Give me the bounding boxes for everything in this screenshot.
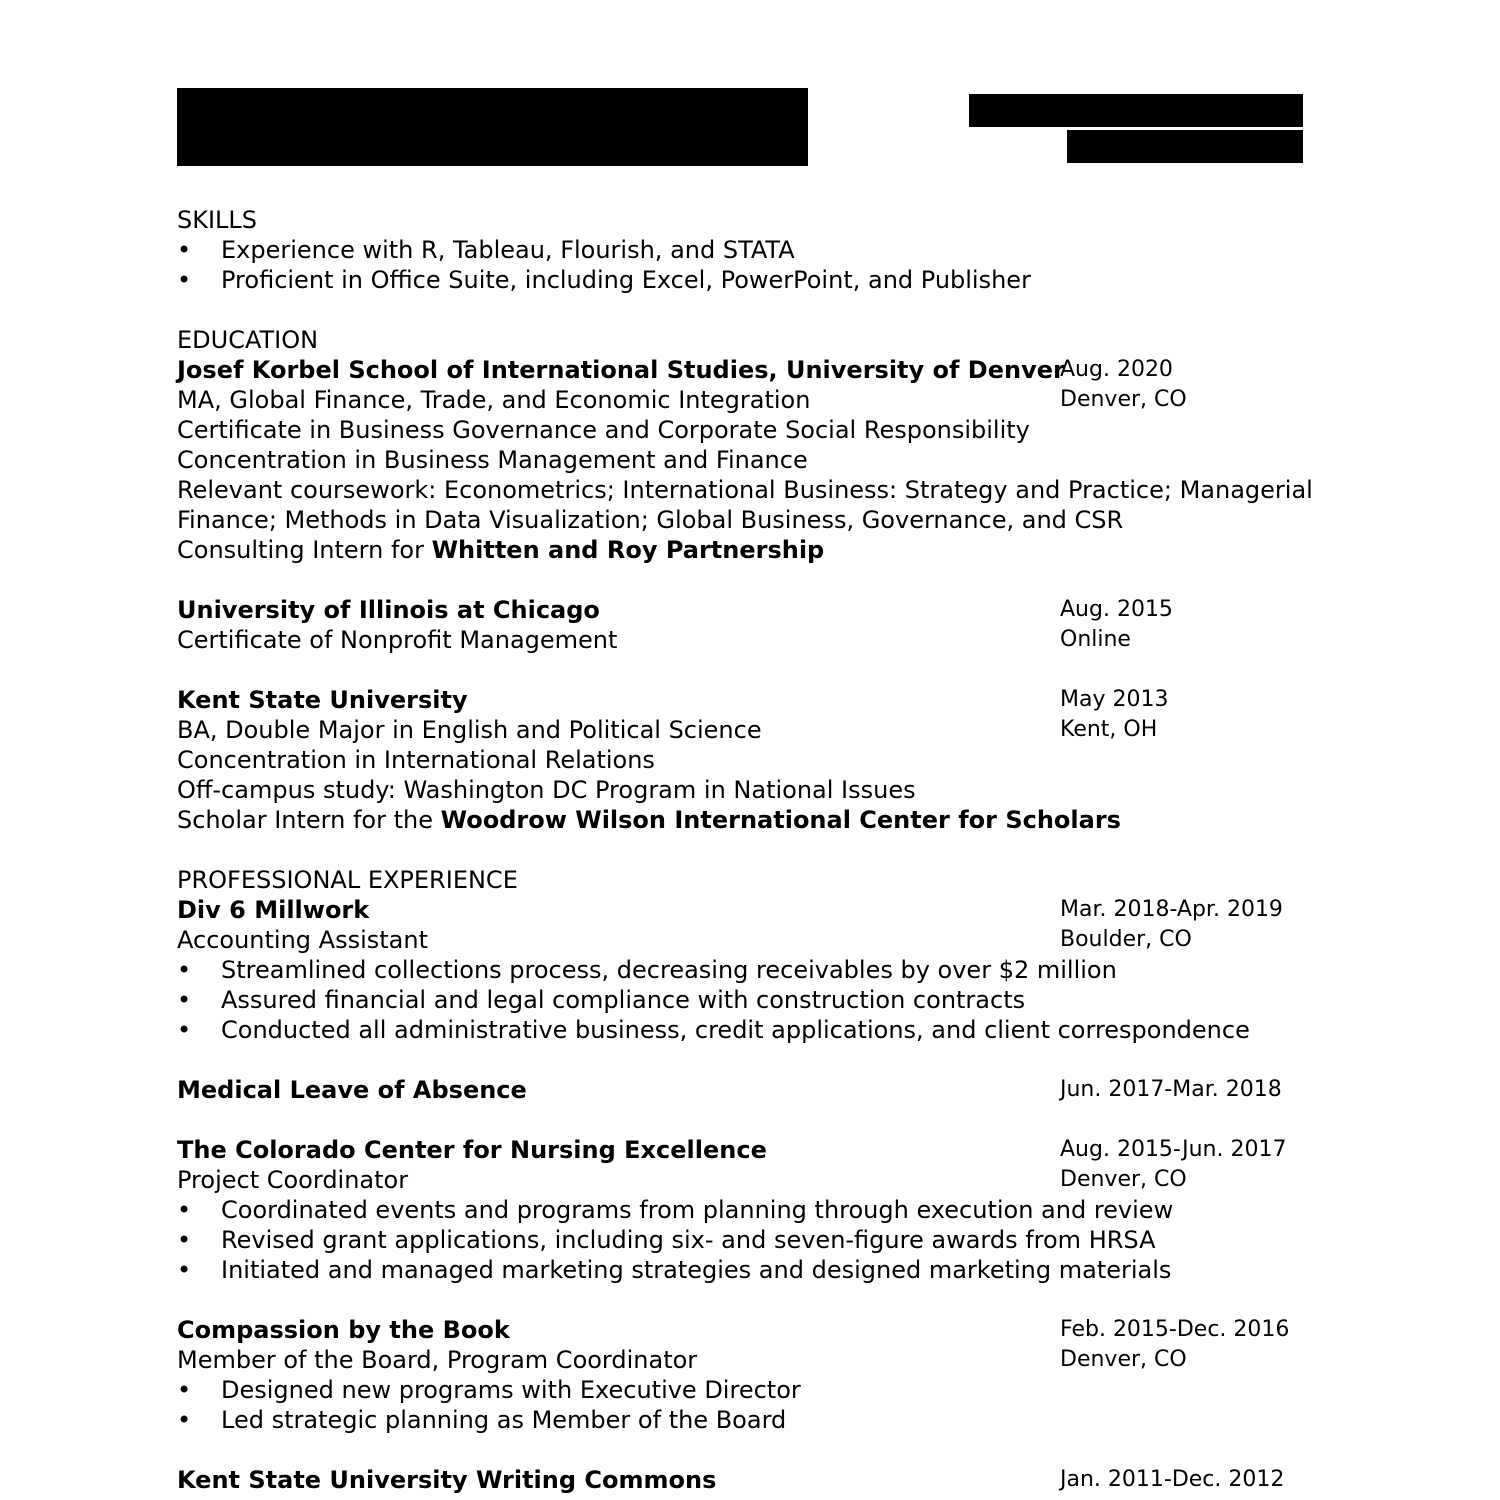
div6-bullet: • Streamlined collections process, decreasing receivables by over $2 million	[177, 955, 1307, 985]
du-intern-prefix: Consulting Intern for	[177, 536, 432, 564]
redacted-contact-line-2	[1067, 130, 1303, 163]
cbtb-row	[177, 1315, 1307, 1345]
cbtb-date: Feb. 2015-Dec. 2016	[1060, 1317, 1290, 1342]
ccne-row	[177, 1135, 1307, 1165]
resume-body	[177, 205, 1313, 1495]
du-coursework-1: Relevant coursework: Econometrics; International Business: Strategy and Practice; Managerial	[177, 476, 1313, 504]
ccne-title-row	[177, 1165, 1307, 1195]
uic-cert-row	[177, 625, 1307, 655]
kent-intern-prefix: Scholar Intern for the	[177, 806, 441, 834]
skill-item: • Proficient in Office Suite, including Excel, PowerPoint, and Publisher	[177, 265, 1307, 295]
skills-heading: SKILLS	[177, 206, 258, 234]
cbtb-org: Compassion by the Book	[177, 1316, 510, 1344]
cbtb-bullet: • Led strategic planning as Member of the Board	[177, 1405, 1307, 1435]
kent-date: May 2013	[1060, 687, 1169, 712]
cbtb-title-row	[177, 1345, 1307, 1375]
div6-title-row	[177, 925, 1307, 955]
kent-intern	[177, 805, 1307, 835]
du-degree-row	[177, 385, 1307, 415]
kent-degree-row	[177, 715, 1307, 745]
uic-school: University of Illinois at Chicago	[177, 596, 600, 624]
ccne-bullet: • Coordinated events and programs from planning through execution and review	[177, 1195, 1307, 1225]
kent-row	[177, 685, 1307, 715]
div6-location: Boulder, CO	[1060, 927, 1192, 952]
div6-bullet: • Assured financial and legal compliance with construction contracts	[177, 985, 1307, 1015]
du-date: Aug. 2020	[1060, 357, 1173, 382]
du-cert: Certificate in Business Governance and Corporate Social Responsibility	[177, 416, 1030, 444]
div6-bullet: • Conducted all administrative business, credit applications, and client correspondence	[177, 1015, 1307, 1045]
kent-concentration: Concentration in International Relations	[177, 746, 655, 774]
ccne-location: Denver, CO	[1060, 1167, 1187, 1192]
kent-degree: BA, Double Major in English and Political Science	[177, 716, 762, 744]
du-intern	[177, 535, 1307, 565]
du-coursework-2: Finance; Methods in Data Visualization; Global Business, Governance, and CSR	[177, 506, 1124, 534]
cbtb-location: Denver, CO	[1060, 1347, 1187, 1372]
uic-date: Aug. 2015	[1060, 597, 1173, 622]
leave-date: Jun. 2017-Mar. 2018	[1060, 1077, 1282, 1102]
ccne-org: The Colorado Center for Nursing Excellence	[177, 1136, 767, 1164]
experience-heading: PROFESSIONAL EXPERIENCE	[177, 866, 518, 894]
uic-row	[177, 595, 1307, 625]
du-intern-org: Whitten and Roy Partnership	[431, 536, 825, 564]
kswc-date: Jan. 2011-Dec. 2012	[1060, 1467, 1285, 1492]
ccne-date: Aug. 2015-Jun. 2017	[1060, 1137, 1287, 1162]
div6-title: Accounting Assistant	[177, 926, 428, 954]
kent-study: Off-campus study: Washington DC Program in National Issues	[177, 776, 916, 804]
div6-org: Div 6 Millwork	[177, 896, 370, 924]
kswc-org: Kent State University Writing Commons	[177, 1466, 717, 1494]
du-degree: MA, Global Finance, Trade, and Economic Integration	[177, 386, 811, 414]
redacted-contact-line-1	[969, 94, 1303, 127]
kent-location: Kent, OH	[1060, 717, 1158, 742]
du-location: Denver, CO	[1060, 387, 1187, 412]
education-heading: EDUCATION	[177, 326, 319, 354]
kswc-row	[177, 1465, 1307, 1495]
ccne-title: Project Coordinator	[177, 1166, 409, 1194]
redacted-name	[177, 88, 808, 166]
du-school: Josef Korbel School of International Studies, University of Denver	[177, 356, 1065, 384]
leave-org: Medical Leave of Absence	[177, 1076, 527, 1104]
uic-location: Online	[1060, 627, 1131, 652]
skill-item: • Experience with R, Tableau, Flourish, and STATA	[177, 235, 1307, 265]
div6-date: Mar. 2018-Apr. 2019	[1060, 897, 1283, 922]
div6-row	[177, 895, 1307, 925]
uic-cert: Certificate of Nonprofit Management	[177, 626, 618, 654]
leave-row	[177, 1075, 1307, 1105]
du-concentration: Concentration in Business Management and Finance	[177, 446, 808, 474]
ccne-bullet: • Initiated and managed marketing strategies and designed marketing materials	[177, 1255, 1307, 1285]
kent-intern-org: Woodrow Wilson International Center for Scholars	[440, 806, 1121, 834]
kent-school: Kent State University	[177, 686, 468, 714]
cbtb-title: Member of the Board, Program Coordinator	[177, 1346, 698, 1374]
ccne-bullet: • Revised grant applications, including six- and seven-figure awards from HRSA	[177, 1225, 1307, 1255]
du-row	[177, 355, 1307, 385]
cbtb-bullet: • Designed new programs with Executive Director	[177, 1375, 1307, 1405]
